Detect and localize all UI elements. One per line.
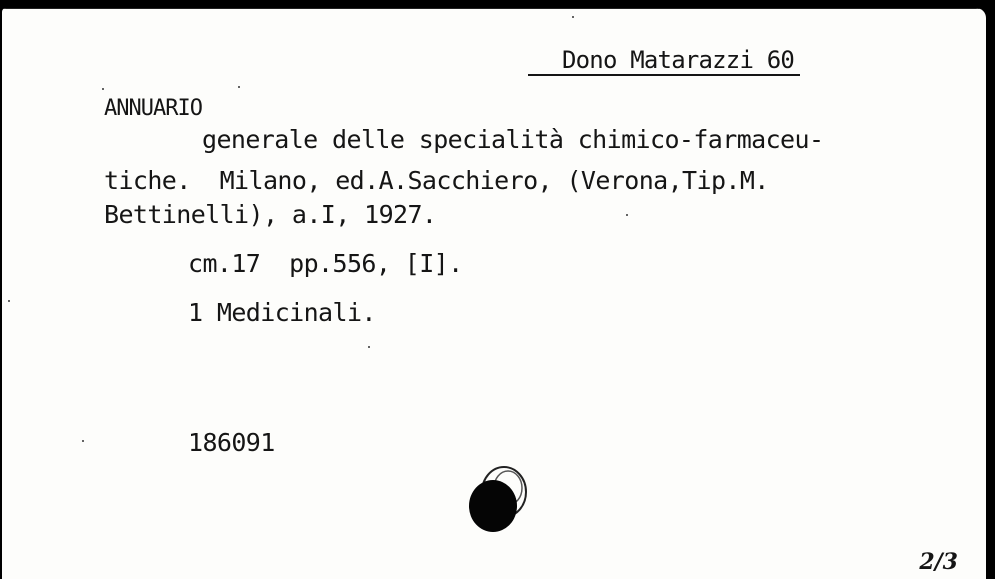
speck — [238, 86, 240, 88]
card-heading: ANNUARIO — [104, 96, 202, 121]
title-line-2: tiche. Milano, ed.A.Sacchiero, (Verona,Tip.M. — [104, 166, 769, 195]
title-line-3: Bettinelli), a.I, 1927. — [104, 200, 437, 229]
card-top-edge — [2, 8, 986, 9]
punch-hole-icon — [464, 462, 530, 534]
donor-note: Dono Matarazzi 60 — [528, 46, 800, 76]
speck — [102, 88, 104, 90]
speck — [82, 440, 84, 442]
speck — [8, 300, 10, 302]
physical-description: cm.17 pp.556, [I]. — [188, 249, 463, 278]
corner-mark: 2/3 — [919, 549, 958, 575]
subject-heading: 1 Medicinali. — [188, 298, 376, 327]
title-line-1: generale delle specialità chimico-farmaceu- — [202, 125, 824, 154]
speck — [368, 346, 370, 348]
speck — [626, 214, 628, 216]
catalog-card — [2, 8, 986, 579]
speck — [572, 16, 574, 18]
inventory-number: 186091 — [188, 428, 275, 457]
